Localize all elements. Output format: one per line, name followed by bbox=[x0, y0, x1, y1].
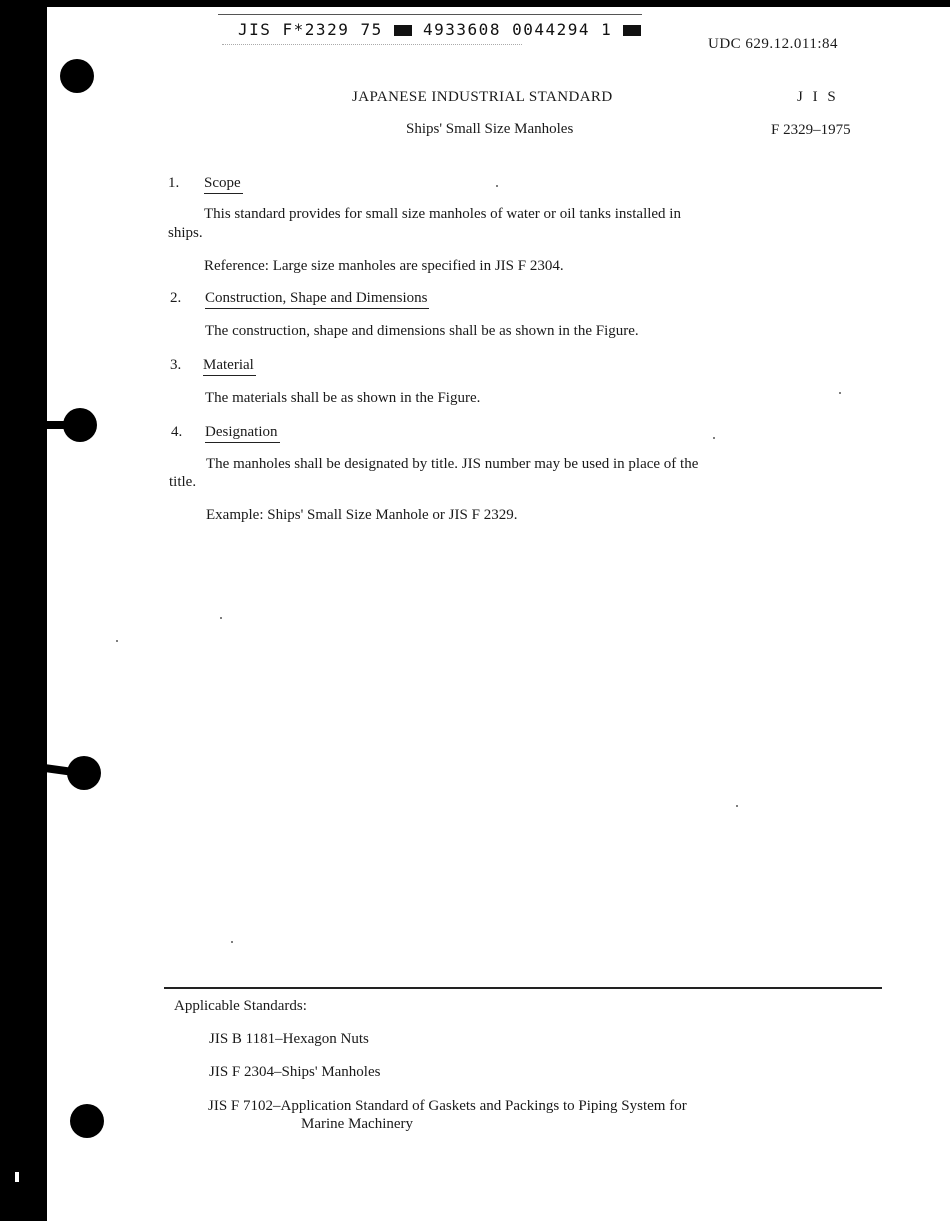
page-top-edge bbox=[0, 0, 950, 7]
udc-number: UDC 629.12.011:84 bbox=[708, 36, 839, 52]
section-1-heading: Scope bbox=[204, 175, 243, 194]
document-code-line bbox=[238, 20, 641, 39]
punch-hole bbox=[60, 59, 94, 93]
section-4-example: Example: Ships' Small Size Manhole or JIS F 2329. bbox=[206, 507, 518, 523]
applicable-standard-item: JIS B 1181–Hexagon Nuts bbox=[209, 1031, 369, 1047]
scan-speck bbox=[713, 437, 715, 439]
section-1-paragraph-line1: This standard provides for small size manholes of water or oil tanks installed in bbox=[204, 206, 681, 222]
strip-mark bbox=[15, 1172, 19, 1182]
header-dotted-rule bbox=[222, 44, 522, 45]
scan-speck bbox=[231, 941, 233, 943]
section-3-paragraph: The materials shall be as shown in the Figure. bbox=[205, 390, 481, 406]
section-4-paragraph-line2: title. bbox=[169, 474, 197, 490]
jis-mark: J I S bbox=[797, 89, 839, 105]
header-rule bbox=[218, 14, 642, 15]
section-2-number: 2. bbox=[170, 290, 182, 306]
code-part-2: 4933608 0044294 1 bbox=[423, 20, 613, 39]
punch-hole bbox=[63, 408, 97, 442]
applicable-standard-item: JIS F 7102–Application Standard of Gaskets and Packings to Piping System for bbox=[208, 1098, 687, 1114]
scan-speck bbox=[496, 185, 498, 187]
section-2-paragraph: The construction, shape and dimensions shall be as shown in the Figure. bbox=[205, 323, 639, 339]
section-1-reference: Reference: Large size manholes are specified in JIS F 2304. bbox=[204, 258, 564, 274]
standard-title: JAPANESE INDUSTRIAL STANDARD bbox=[352, 89, 613, 105]
scan-speck bbox=[736, 805, 738, 807]
code-part-1: JIS F*2329 75 bbox=[238, 20, 383, 39]
scan-speck bbox=[839, 392, 841, 394]
punch-hole bbox=[70, 1104, 104, 1138]
section-4-number: 4. bbox=[171, 424, 183, 440]
scan-speck bbox=[116, 640, 118, 642]
section-3-number: 3. bbox=[170, 357, 182, 373]
punch-hole bbox=[67, 756, 101, 790]
standard-number: F 2329–1975 bbox=[771, 122, 851, 138]
redaction-block bbox=[623, 25, 641, 36]
applicable-standard-item-continued: Marine Machinery bbox=[301, 1116, 414, 1132]
section-4-heading: Designation bbox=[205, 424, 280, 443]
footer-rule bbox=[164, 987, 882, 989]
section-1-number: 1. bbox=[168, 175, 180, 191]
binding-strip bbox=[0, 0, 47, 1221]
document-title: Ships' Small Size Manholes bbox=[406, 121, 574, 137]
applicable-standards-title: Applicable Standards: bbox=[174, 998, 307, 1014]
section-2-heading: Construction, Shape and Dimensions bbox=[205, 290, 429, 309]
redaction-block bbox=[394, 25, 412, 36]
applicable-standard-item: JIS F 2304–Ships' Manholes bbox=[209, 1064, 381, 1080]
section-3-heading: Material bbox=[203, 357, 256, 376]
section-1-paragraph-line2: ships. bbox=[168, 225, 203, 241]
scan-speck bbox=[220, 617, 222, 619]
section-4-paragraph-line1: The manholes shall be designated by title. JIS number may be used in place of the bbox=[206, 456, 699, 472]
